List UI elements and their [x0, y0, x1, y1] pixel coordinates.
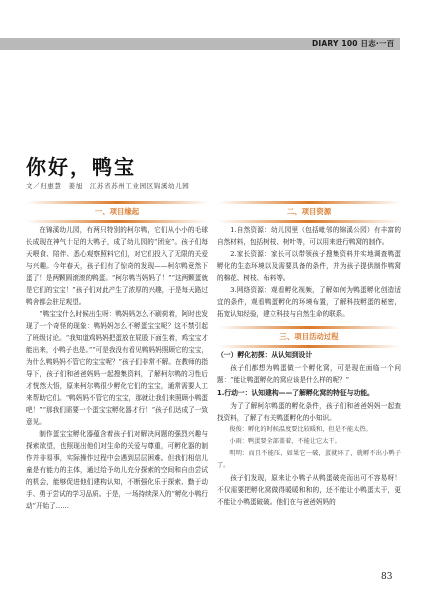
body-paragraph: 孩子们发现，原来让小鸭子从鸭蛋破壳而出可不容易呀！不仅需要把孵化窝做得暖暖和和的，还不能让小鸭蛋太干，更不能让小鸭蛋破破。他们在与爸爸妈妈的	[217, 474, 401, 506]
article-byline: 文／归惠慧 姜旭 江苏省苏州工业园区锦溪幼儿园	[26, 182, 190, 190]
heading-bar	[218, 201, 400, 204]
section-heading-resources	[217, 201, 401, 223]
section-heading-origin	[26, 201, 208, 223]
body-paragraph: 制作蛋宝宝孵化器蕴含着孩子们对解决问题的强烈兴趣与探索欲望，也照现出他们对生命的关爱与尊重，可孵化器的制作并非易事，实际操作过程中会遇到层层困难。但我们相信儿童是有能力的主体，通过给予幼儿充分探索的空间和自由尝试的机会，能够促进他们建构认知，不断强化乐于探索、勤于动手、勇于尝试的学习品质。于是，一场持续深入的“孵化小鸭行动”开始了……	[26, 430, 208, 510]
subsection-heading: （一）孵化初探：从认知到设计	[217, 351, 313, 359]
body-paragraph: “鸭宝宝什么时候出生呀：鸭妈妈怎么不刷荷着，阿时也发现了一个奇怪的现象：鸭妈妈怎么不孵蛋宝宝呢？这不禁引起了班级讨论。“我知道鸡妈妈把蛋放在屁股下面生着，鸡宝宝才能出来，小鸭子也是。”“可是我没有看见鸭妈妈照顾它的宝宝，为什么鸭妈妈不管它的宝宝呢？”孩子们非常不解。在教师的指导下，孩子们和爸爸妈妈一起搜集资料，了解柯尔鸭的习性后才恍然大悟，原来柯尔鸭很少孵化它们的宝宝，通常需要人工来帮助它们。“鸭妈妈不管它的宝宝，那就让我们来照顾小鸭蛋吧！”“那我们需要一个蛋宝宝孵化器才行！”孩子们达成了一致意见。	[26, 310, 208, 426]
section-heading-text: 二、项目资源	[286, 207, 332, 216]
magazine-brand: DIARY 100 日志·一百	[312, 39, 395, 48]
heading-bar	[218, 345, 400, 348]
section-heading-text: 一、项目缘起	[94, 207, 140, 216]
action-heading: 1.行动一：认知建构——了解孵化窝的特征与功能。	[217, 389, 374, 397]
heading-bar	[218, 326, 400, 329]
section-heading-process	[217, 326, 401, 348]
child-quote: 小雨：鸭蛋要全部盖着，不能让它太干。	[229, 438, 341, 445]
heading-bar	[26, 201, 208, 204]
resource-item: 3.网络资源：观看孵化视频，了解如何为鸭蛋孵化创造适宜的条件，观看鸭蛋孵化的环境布置，了解科技孵蛋的秘密，拓宽认知经验，建立科技与自然生命的联系。	[217, 286, 401, 318]
body-paragraph: 为了了解柯尔鸭蛋的孵化条件，孩子们和爸爸妈妈一起查找资料，了解了有关鸭蛋孵化的小知识。	[217, 402, 401, 422]
child-quote: 明明：而且不能压，如果它一破，蛋就坏了，就孵不出小鸭子了。	[217, 450, 401, 469]
left-column	[26, 199, 208, 512]
body-paragraph: 孩子们都想为鸭蛋做一个孵化窝，可是现在面临一个问题：“能让鸭蛋孵化的窝应该是什么样的呢？”	[217, 364, 401, 384]
article-title: 你好，鸭宝	[26, 155, 136, 179]
section-heading-text: 三、项目活动过程	[279, 332, 339, 341]
page-number: 83	[381, 572, 393, 582]
right-column	[217, 199, 401, 508]
body-paragraph: 在锦溪幼儿园，有两只特别的柯尔鸭，它们从小小的毛球长成现在神气十足的大鸭子，成了幼儿园的“团宠”。孩子们每天喂食、陪伴、悉心观察照料它们，对它们投入了无限的关爱与兴趣。今年春天，孩子们有了惊奇的发现——柯尔鸭竟然下蛋了！是两颗圆滚滚的鸭蛋。“柯尔鸭当妈妈了！”“这两颗蛋就是它们的宝宝！”孩子们对此产生了浓厚的兴趣，于是每天路过鸭舍都会驻足观望。	[26, 226, 208, 306]
resource-item: 2.家长资源：家长可以带领孩子搜集资料并实地调查鸭蛋孵化的生态环境以及需要具备的条件，并为孩子提供制作鸭窝的棉花、树枝、布料等。	[217, 250, 401, 282]
resource-item: 1.自然资源：幼儿园里（包括毗邻的锦溪公园）有丰富的自然材料，包括树枝、树叶等，可以用来进行鸭窝的制作。	[217, 226, 401, 246]
heading-bar	[26, 220, 208, 223]
heading-bar	[218, 220, 400, 223]
child-quote: 俊俊：孵化的时候温度要比较暖和，但是不能太热。	[229, 426, 372, 433]
